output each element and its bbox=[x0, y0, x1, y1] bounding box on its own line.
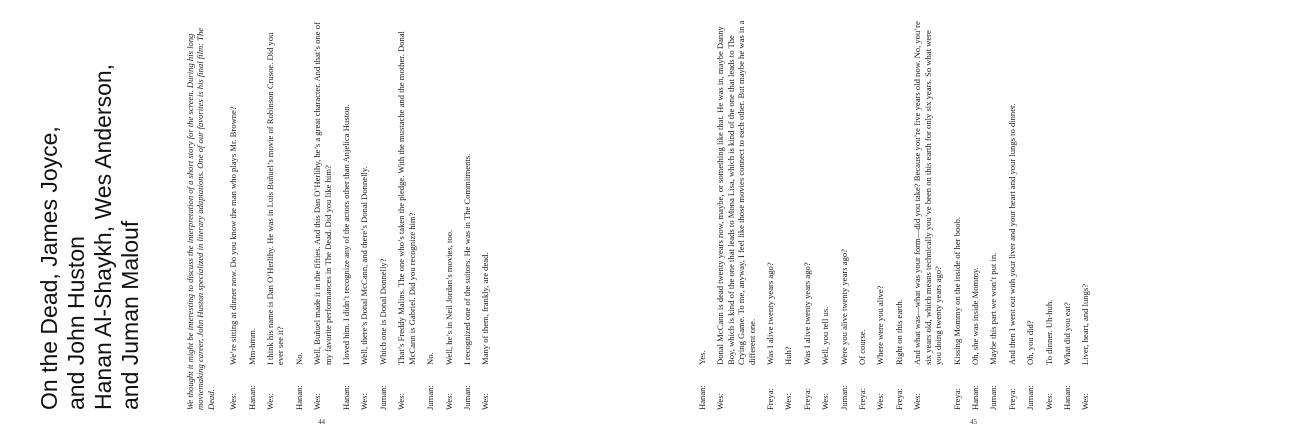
speaker: Wes: bbox=[875, 393, 886, 410]
dialogue-entry bbox=[396, 20, 417, 410]
line-text: Were you alive twenty years ago? bbox=[838, 249, 849, 365]
dialogue-entry bbox=[247, 20, 257, 410]
line-text: To dinner. Uh-huh. bbox=[1043, 299, 1054, 365]
speaker: Freya: bbox=[801, 388, 812, 410]
speaker: Wes: bbox=[265, 393, 276, 410]
line-text: Mm-hmm. bbox=[246, 327, 257, 365]
speaker: Wes: bbox=[820, 393, 831, 410]
line-text: Donal McCann is dead twenty years now, maybe, or something like that. He was in, maybe Danny Boy, which is kind of the one that leads to Mona Lisa, which is kind of the one that leads to The Crying Game. To me, anyway, I feel like those movies connect to each other. But maybe he was in a different one. bbox=[715, 20, 757, 365]
dialogue-entry bbox=[715, 20, 757, 410]
speaker: Wes: bbox=[1080, 393, 1091, 410]
dialogue-entry bbox=[444, 20, 454, 410]
speaker: Wes: bbox=[359, 393, 370, 410]
left-dialogue bbox=[228, 20, 491, 410]
line-text: Where were you alive? bbox=[875, 285, 886, 365]
dialogue-entry bbox=[425, 20, 435, 410]
right-dialogue bbox=[697, 20, 1091, 410]
line-text: Was I alive twenty years ago? bbox=[765, 262, 776, 365]
line-text: I loved him. I didn’t recognize any of the actors other than Anjelica Huston. bbox=[341, 104, 352, 365]
dialogue-entry bbox=[697, 20, 707, 410]
line-text: I recognized one of the suitors. He was in The Commitments. bbox=[461, 153, 472, 365]
dialogue-entry bbox=[1080, 20, 1090, 410]
title-line-1: On the Dead, James Joyce, bbox=[36, 126, 62, 410]
line-text: Oh, she was inside Mommy. bbox=[969, 267, 980, 365]
dialogue-entry bbox=[857, 20, 867, 410]
dialogue-entry bbox=[1025, 20, 1035, 410]
article-title bbox=[36, 20, 144, 410]
line-text: Of course. bbox=[857, 329, 868, 365]
speaker: Wes: bbox=[715, 393, 726, 410]
dialogue-entry bbox=[875, 20, 885, 410]
dialogue-entry bbox=[359, 20, 369, 410]
speaker: Juman: bbox=[988, 385, 999, 410]
line-text: Right on this earth. bbox=[893, 299, 904, 365]
page-number-left: 44 bbox=[318, 418, 325, 426]
dialogue-entry bbox=[462, 20, 472, 410]
line-text: Oh, you did? bbox=[1025, 320, 1036, 365]
dialogue-entry bbox=[802, 20, 812, 410]
dialogue-entry bbox=[228, 20, 238, 410]
dialogue-entry bbox=[341, 20, 351, 410]
line-text: I think his name is Dan O’Herlihy. He was in Luis Buñuel’s movie of Robinson Crusoe. Did you ever see it? bbox=[265, 32, 286, 365]
speaker: Wes: bbox=[1043, 393, 1054, 410]
speaker: Wes: bbox=[783, 393, 794, 410]
speaker: Hanan: bbox=[1061, 385, 1072, 410]
speaker: Freya: bbox=[765, 388, 776, 410]
dialogue-entry bbox=[265, 20, 286, 410]
speaker: Juman: bbox=[425, 385, 436, 410]
page-number-right: 45 bbox=[970, 418, 977, 426]
line-text: Kissing Mommy on the inside of her boob. bbox=[951, 217, 962, 365]
speaker: Hanan: bbox=[246, 385, 257, 410]
line-text: Which one is Donal Donnelly? bbox=[377, 258, 388, 365]
dialogue-entry bbox=[765, 20, 775, 410]
speaker: Hanan: bbox=[293, 385, 304, 410]
speaker: Freya: bbox=[857, 388, 868, 410]
line-text: No. bbox=[293, 352, 304, 365]
speaker: Wes: bbox=[443, 393, 454, 410]
speaker: Juman: bbox=[1025, 385, 1036, 410]
dialogue-entry bbox=[970, 20, 980, 410]
speaker: Wes: bbox=[228, 393, 239, 410]
line-text: Maybe this part we won’t put in. bbox=[988, 252, 999, 365]
line-text: Well, he’s in Neil Jordan’s movies, too. bbox=[443, 229, 454, 365]
dialogue-entry bbox=[912, 20, 943, 410]
speaker: Juman: bbox=[838, 385, 849, 410]
right-page-body bbox=[697, 20, 1091, 410]
speaker: Juman: bbox=[461, 385, 472, 410]
line-text: What did you eat? bbox=[1061, 302, 1072, 365]
line-text: Many of them, frankly, are dead. bbox=[480, 252, 491, 365]
speaker: Wes: bbox=[912, 393, 923, 410]
line-text: We’re sitting at dinner now. Do you know the man who plays Mr. Browne? bbox=[228, 106, 239, 365]
dialogue-entry bbox=[894, 20, 904, 410]
speaker: Freya: bbox=[1006, 388, 1017, 410]
dialogue-entry bbox=[952, 20, 962, 410]
dialogue-entry bbox=[1007, 20, 1017, 410]
speaker: Wes: bbox=[480, 393, 491, 410]
dialogue-entry bbox=[312, 20, 333, 410]
speaker: Wes: bbox=[312, 393, 323, 410]
dialogue-entry bbox=[783, 20, 793, 410]
speaker: Freya: bbox=[951, 388, 962, 410]
line-text: Was I alive twenty years ago? bbox=[801, 262, 812, 365]
left-page-body bbox=[185, 20, 491, 410]
line-text: Huh? bbox=[783, 346, 794, 365]
line-text: That’s Freddy Malins. The one who’s taken the pledge. With the mustache and the mother. Donal McCann is Gabriel. Did you recognize him? bbox=[396, 31, 417, 365]
line-text: Well, you tell us. bbox=[820, 306, 831, 365]
title-line-3: Hanan Al-Shaykh, Wes Anderson, bbox=[90, 63, 116, 410]
speaker: Wes: bbox=[396, 393, 407, 410]
speaker: Hanan: bbox=[341, 385, 352, 410]
dialogue-entry bbox=[480, 20, 490, 410]
title-line-4: and Juman Malouf bbox=[117, 220, 143, 410]
line-text: Well, Buñuel made it in the fifties. And this Dan O’Herlihy, he’s a great character. And that’s one of my favorite performances in The Dead. Did you like him? bbox=[312, 22, 333, 365]
dialogue-entry bbox=[294, 20, 304, 410]
line-text: And then I went out with your liver and your heart and your lungs to dinner. bbox=[1006, 103, 1017, 365]
speaker: Freya: bbox=[893, 388, 904, 410]
line-text: Well, there’s Donal McCann, and there’s Donal Donnelly. bbox=[359, 166, 370, 365]
dialogue-entry bbox=[988, 20, 998, 410]
speaker: Hanan: bbox=[697, 385, 707, 410]
line-text: Yes. bbox=[697, 350, 707, 365]
title-line-2: and John Huston bbox=[63, 236, 89, 410]
intro-paragraph: We thought it might be interesting to discuss the interpretation of a short story for the screen. During his long moviemaking career, John Huston specialized in literary adaptations. One of our favorites is his final film: The Dead. bbox=[185, 27, 216, 410]
speaker: Hanan: bbox=[969, 385, 980, 410]
speaker: Juman: bbox=[377, 385, 388, 410]
line-text: Liver, heart, and lungs? bbox=[1080, 283, 1091, 365]
dialogue-entry bbox=[1062, 20, 1072, 410]
dialogue-entry bbox=[378, 20, 388, 410]
dialogue-entry bbox=[839, 20, 849, 410]
dialogue-entry bbox=[1044, 20, 1054, 410]
dialogue-entry bbox=[820, 20, 830, 410]
line-text: No. bbox=[425, 352, 436, 365]
line-text: And what was—what was your form—did you take? Because you’re five years old now. No, you’re six years old, which means technically you’ve been on this earth for only six years. So what were you doing twenty years ago? bbox=[912, 21, 944, 365]
